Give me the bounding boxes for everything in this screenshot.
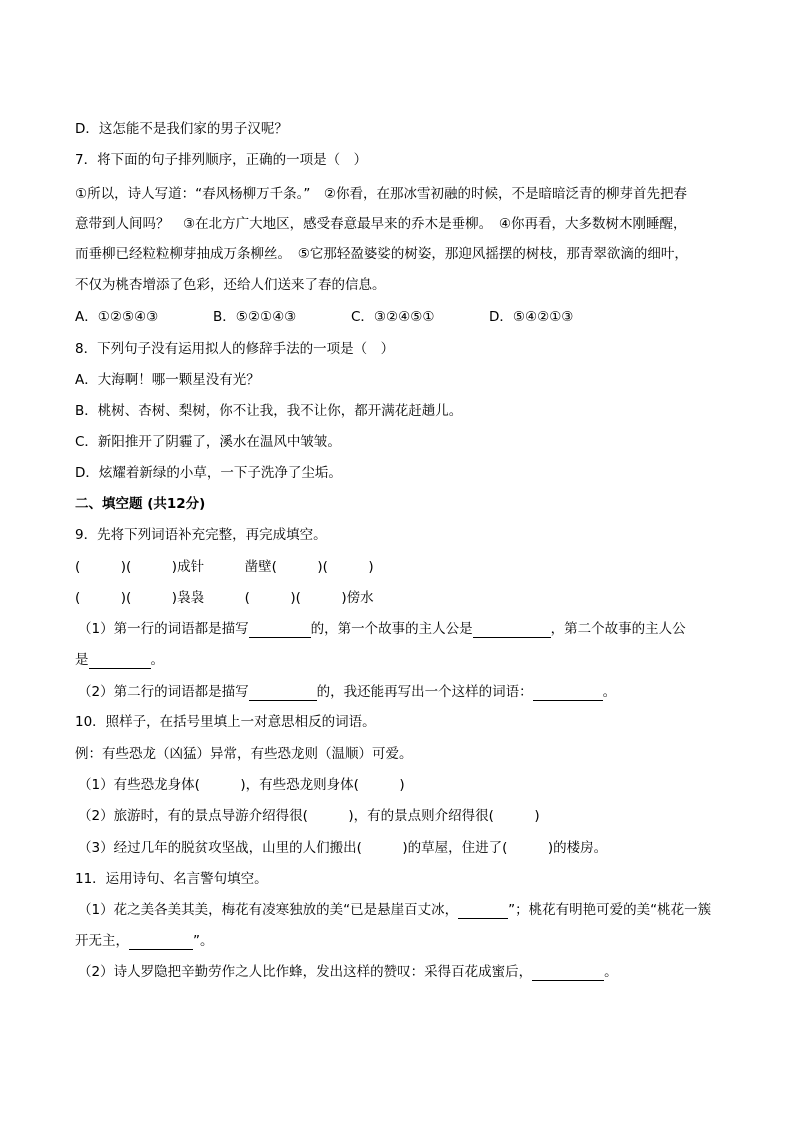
- q11-blank-3[interactable]: [532, 966, 604, 981]
- q9-part-1-cont: 是 。: [75, 652, 164, 668]
- q9-blank-2[interactable]: [473, 623, 551, 638]
- q7-option-c[interactable]: C．③②④⑤①: [351, 309, 435, 325]
- q7-passage-line-2: 意带到人间吗？ ③在北方广大地区，感受春意最早来的乔木是垂柳。 ④你再看，大多数树木刚睡醒，: [75, 216, 687, 232]
- q8-option-a[interactable]: A．大海啊！哪一颗星没有光？: [75, 372, 260, 388]
- q7-stem: 7．将下面的句子排列顺序，正确的一项是（ ）: [75, 152, 368, 168]
- q9-blank-4[interactable]: [249, 686, 317, 701]
- section-2-title: 二、填空题 (共12分): [75, 496, 206, 512]
- q11-blank-2[interactable]: [129, 935, 193, 950]
- q6-option-d: D．这怎能不是我们家的男子汉呢？: [75, 121, 288, 137]
- q10-item-1[interactable]: （1）有些恐龙身体( )，有些恐龙则身体( ): [78, 777, 405, 793]
- q10-item-2[interactable]: （2）旅游时，有的景点导游介绍得很( )，有的景点则介绍得很( ): [78, 808, 540, 824]
- q8-stem: 8．下列句子没有运用拟人的修辞手法的一项是（ ）: [75, 341, 395, 357]
- q7-passage-line-3: 而垂柳已经粒粒柳芽抽成万条柳丝。 ⑤它那轻盈婆娑的树姿，那迎风摇摆的树枝，那青翠欲滴的细叶，: [75, 246, 688, 262]
- q9-stem: 9．先将下列词语补充完整，再完成填空。: [75, 527, 327, 543]
- q7-options: [75, 308, 725, 326]
- q8-option-b[interactable]: B．桃树、杏树、梨树，你不让我，我不让你，都开满花赶趟儿。: [75, 403, 463, 419]
- q11-blank-1[interactable]: [458, 904, 508, 919]
- q9-part-2: （2）第二行的词语都是描写 的，我还能再写出一个这样的词语： 。: [78, 684, 617, 700]
- q9-blank-3[interactable]: [89, 654, 151, 669]
- q10-item-3[interactable]: （3）经过几年的脱贫攻坚战，山里的人们搬出( )的草屋，住进了( )的楼房。: [78, 840, 608, 856]
- q9-blank-1[interactable]: [249, 623, 311, 638]
- q7-passage-line-1: ①所以，诗人写道：“春风杨柳万千条。” ②你看，在那冰雪初融的时候，不是暗暗泛青的柳芽首先把春: [75, 186, 687, 202]
- q9-part-1: （1）第一行的词语都是描写 的，第一个故事的主人公是 ，第二个故事的主人公: [78, 621, 686, 637]
- q8-option-c[interactable]: C．新阳推开了阴霾了，溪水在温风中皱皱。: [75, 434, 341, 450]
- q7-option-b[interactable]: B．⑤②①④③: [213, 309, 297, 325]
- q10-example: 例：有些恐龙（凶猛）异常，有些恐龙则（温顺）可爱。: [75, 746, 413, 762]
- q9-word-row-2[interactable]: ( )( )袅袅 ( )( )傍水: [75, 590, 374, 606]
- q8-option-d[interactable]: D．炫耀着新绿的小草，一下子洗净了尘垢。: [75, 465, 342, 481]
- q9-word-row-1[interactable]: ( )( )成针 凿壁( )( ): [75, 559, 374, 575]
- q10-stem: 10．照样子，在括号里填上一对意思相反的词语。: [75, 714, 376, 730]
- q7-option-a[interactable]: A．①②⑤④③: [75, 309, 159, 325]
- q11-part-2: （2）诗人罗隐把辛勤劳作之人比作蜂，发出这样的赞叹：采得百花成蜜后， 。: [78, 964, 618, 980]
- q7-passage-line-4: 不仅为桃杏增添了色彩，还给人们送来了春的信息。: [75, 277, 386, 293]
- q9-blank-5[interactable]: [533, 686, 603, 701]
- q7-option-d[interactable]: D．⑤④②①③: [489, 309, 574, 325]
- q11-stem: 11．运用诗句、名言警句填空。: [75, 871, 268, 887]
- q11-part-1: （1）花之美各美其美，梅花有凌寒独放的美“已是悬崖百丈冰， ”；桃花有明艳可爱的美“桃花一簇: [78, 902, 712, 918]
- q11-part-1-cont: 开无主， ”。: [75, 933, 214, 949]
